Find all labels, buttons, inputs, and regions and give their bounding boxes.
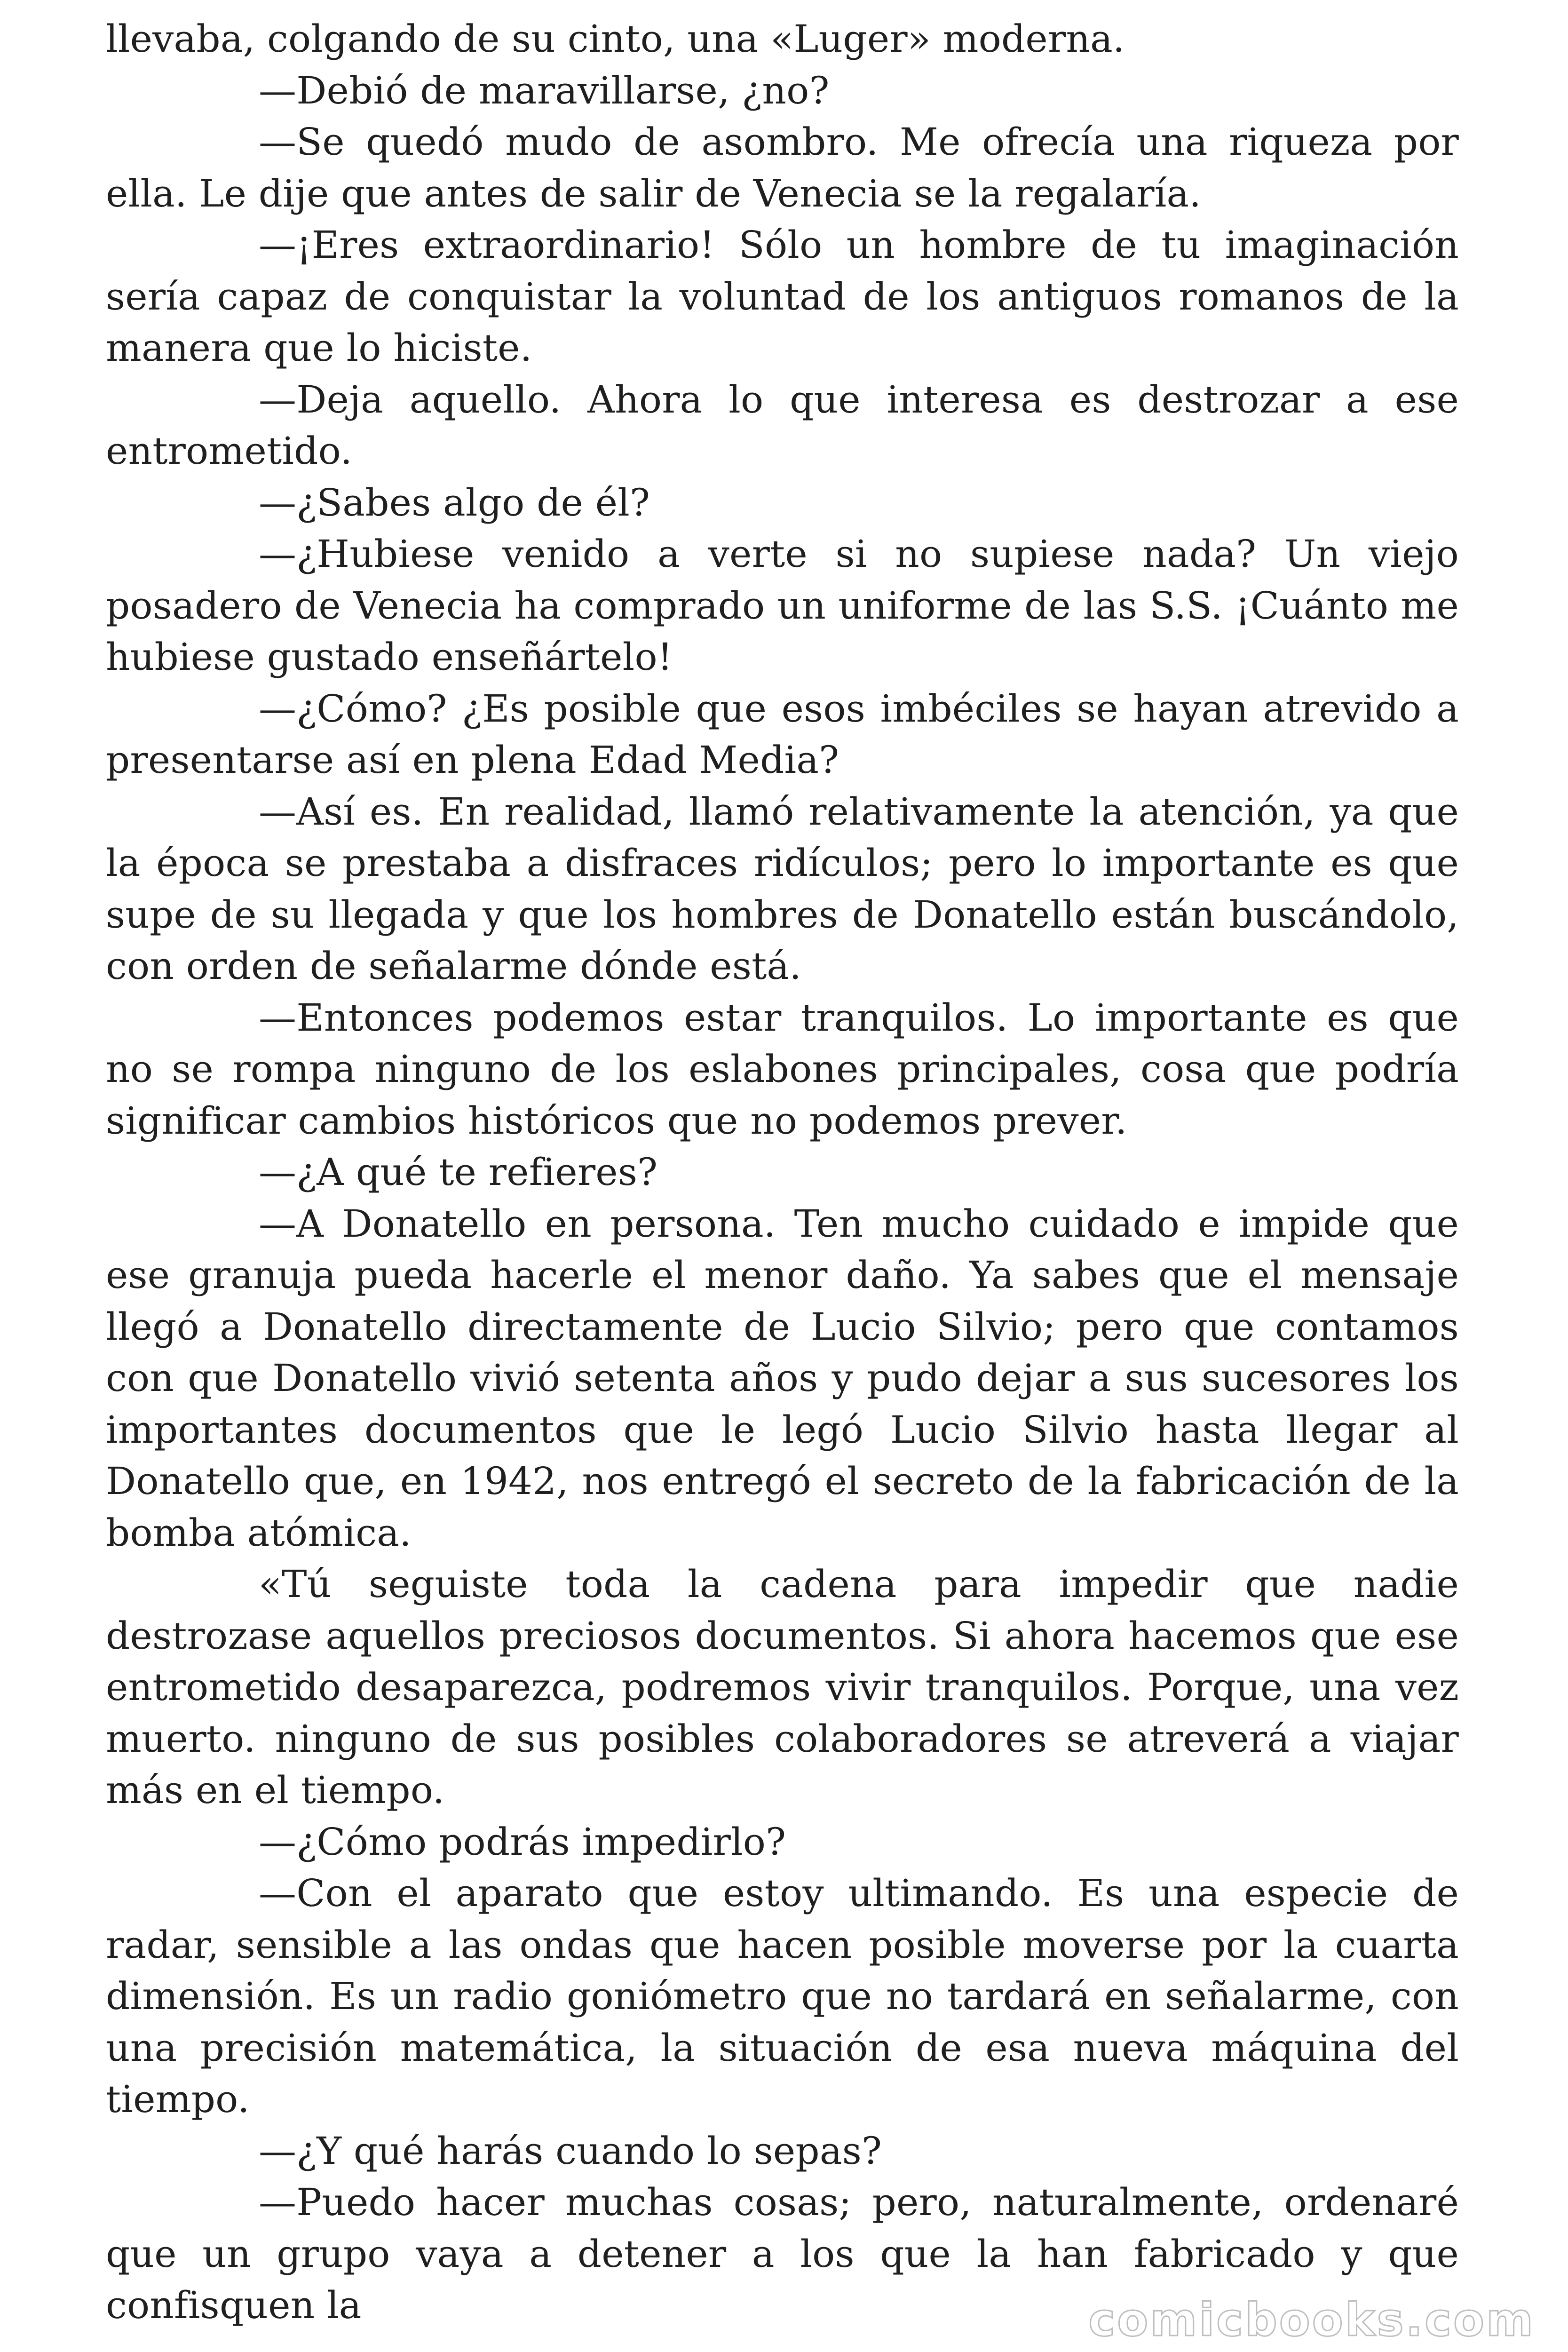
body-text bbox=[106, 13, 1459, 2331]
paragraph-7: —¿Hubiese venido a verte si no supiese nada? Un viejo posadero de Venecia ha comprado un uniforme de las S.S. ¡Cuánto me hubiese gustado enseñártelo! bbox=[106, 532, 1459, 679]
paragraph-10: —Entonces podemos estar tranquilos. Lo importante es que no se rompa ninguno de los eslabones principales, cosa que podría significar cambios históricos que no podemos prever. bbox=[106, 995, 1459, 1143]
paragraph-9: —Así es. En realidad, llamó relativamente la atención, ya que la época se prestaba a disfraces ridículos; pero lo importante es que supe de su llegada y que los hombres de Donatello están buscándolo, con orden de señalarme dónde está. bbox=[106, 789, 1459, 988]
paragraph-4: —¡Eres extraordinario! Sólo un hombre de tu imaginación sería capaz de conquistar la voluntad de los antiguos romanos de la manera que lo hiciste. bbox=[106, 223, 1459, 370]
paragraph-14: —¿Cómo podrás impedirlo? bbox=[259, 1820, 786, 1864]
paragraph-6: —¿Sabes algo de él? bbox=[259, 480, 650, 524]
paragraph-2: —Debió de maravillarse, ¿no? bbox=[259, 68, 830, 112]
paragraph-1: llevaba, colgando de su cinto, una «Luger» moderna. bbox=[106, 17, 1125, 61]
paragraph-16: —¿Y qué harás cuando lo sepas? bbox=[259, 2129, 882, 2173]
watermark: comicbooks.com bbox=[1088, 2294, 1535, 2346]
paragraph-12: —A Donatello en persona. Ten mucho cuidado e impide que ese granuja pueda hacerle el menor daño. Ya sabes que el mensaje llegó a Donatello directamente de Lucio Silvio; pero que contamos con que Donatello vivió setenta años y pudo dejar a sus sucesores los importantes documentos que le legó Lucio Silvio hasta llegar al Donatello que, en 1942, nos entregó el secreto de la fabricación de la bomba atómica. bbox=[106, 1201, 1459, 1555]
paragraph-3: —Se quedó mudo de asombro. Me ofrecía una riqueza por ella. Le dije que antes de salir de Venecia se la regalaría. bbox=[106, 120, 1459, 215]
paragraph-8: —¿Cómo? ¿Es posible que esos imbéciles se hayan atrevido a presentarse así en plena Edad Media? bbox=[106, 686, 1459, 782]
paragraph-5: —Deja aquello. Ahora lo que interesa es destrozar a ese entrometido. bbox=[106, 377, 1459, 473]
paragraph-13: «Tú seguiste toda la cadena para impedir que nadie destrozase aquellos preciosos documentos. Si ahora hacemos que ese entrometido desaparezca, podremos vivir tranquilos. Porque, una vez muerto. ninguno de sus posibles colaboradores se atreverá a viajar más en el tiempo. bbox=[106, 1562, 1459, 1812]
paragraph-15: —Con el aparato que estoy ultimando. Es una especie de radar, sensible a las ondas que hacen posible moverse por la cuarta dimensión. Es un radio goniómetro que no tardará en señalarme, con una precisión matemática, la situación de esa nueva máquina del tiempo. bbox=[106, 1871, 1459, 2121]
paragraph-11: —¿A qué te refieres? bbox=[259, 1150, 658, 1194]
paragraph-17: —Puedo hacer muchas cosas; pero, naturalmente, ordenaré que un grupo vaya a detener a los que la han fabricado y que confisquen la bbox=[106, 2180, 1459, 2327]
